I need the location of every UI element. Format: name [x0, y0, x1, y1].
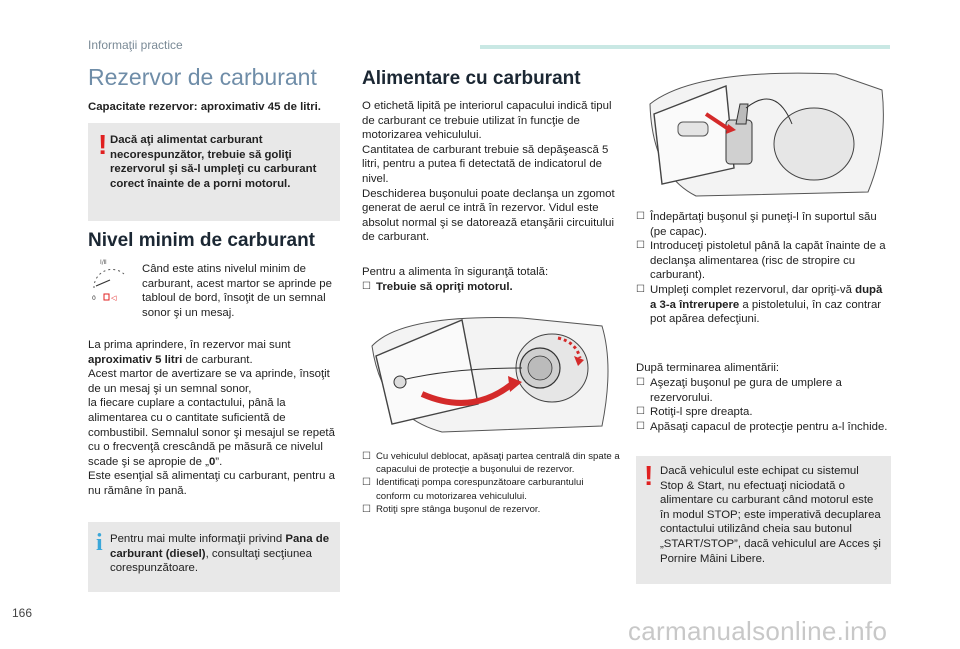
svg-text:◁: ◁	[111, 294, 117, 302]
watermark: carmanualsonline.info	[628, 616, 888, 646]
checkbox-bullet-icon: ☐	[636, 240, 645, 252]
filling-steps	[636, 210, 888, 327]
warning-text: Dacă aţi alimentat carburant necorespunzător, trebuie să goliţi rezervorul şi să-l umpleţi cu carburant corect înainte de a porni motorul.	[110, 134, 317, 190]
section-title-min-level: Nivel minim de carburant	[88, 230, 316, 251]
safety-intro: Pentru a alimenta în siguranţă totală:	[362, 266, 549, 278]
list-item: ☐ Trebuie să opriţi motorul.	[362, 281, 513, 293]
checkbox-bullet-icon: ☐	[362, 281, 371, 292]
list-item: ☐ Identificaţi pompa corespunzătoare carburantului conform cu motorizarea vehiculului.	[362, 477, 584, 502]
header-divider	[480, 45, 890, 49]
closing-steps	[636, 376, 888, 434]
safety-list	[362, 280, 617, 295]
refuelling-steps	[362, 450, 620, 516]
fuel-cap-illustration	[362, 306, 618, 440]
refuelling-paragraph: O etichetă lipită pe interiorul capacului indică tipul de carburant ce trebuie utilizat în funcţie de motorizarea vehiculului. Cantitatea de carburant trebuie să depăşească 5 litri, pentru a putea fi detectată de indicatorul de nivel. Deschiderea buşonului poate declanşa un zgomot generat de aerul ce intră în rezervor. Vidul este absolut normal şi se datorează etanşării circuitului de carburant.	[362, 100, 615, 244]
checkbox-bullet-icon: ☐	[636, 283, 645, 295]
checkbox-bullet-icon: ☐	[362, 477, 371, 489]
exclamation-warning-icon: !	[98, 129, 108, 160]
svg-text:Ⅰ/Ⅱ: Ⅰ/Ⅱ	[100, 259, 107, 266]
min-level-paragraph: La prima aprindere, în rezervor mai sunt aproximativ 5 litri de carburant. Acest martor de avertizare se va aprinde, însoţit de un mesaj şi un semnal sonor, la fiecare cuplare a contactului, până la alimentarea cu o cantitate suficientă de combustibil. Semnalul sonor şi mesajul se repetă cu o frecvenţă crescândă pe măsură ce nivelul scade şi se apropie de „0”. Este esenţial să alimentaţi cu carburant, pentru a nu rămâne în pană.	[88, 339, 335, 497]
indicator-description: Când este atins nivelul minim de carburant, acest martor se aprinde pe tabloul de bord, însoţit de un semnal sonor şi un mesaj.	[142, 263, 332, 319]
info-box	[88, 522, 340, 592]
warning-box-fuel	[88, 123, 340, 221]
page-number: 166	[12, 606, 33, 620]
checkbox-bullet-icon: ☐	[636, 377, 645, 388]
list-item: ☐ Îndepărtaţi buşonul şi puneţi-l în suportul său (pe capac).	[636, 211, 877, 238]
list-item: ☐ Aşezaţi buşonul pe gura de umplere a rezervorului.	[636, 377, 842, 404]
list-item: ☐ Umpleţi complet rezervorul, dar opriţi-vă după a 3-a întrerupere a pistoletului, în caz contrar pot apărea defecţiuni.	[636, 283, 883, 326]
list-item: ☐ Introduceţi pistoletul până la capăt înainte de a declanşa alimentarea (risc de stropire cu carburant).	[636, 240, 886, 282]
section-title-refuelling: Alimentare cu carburant	[362, 68, 581, 89]
exclamation-warning-icon: !	[644, 460, 654, 491]
list-item: ☐ Cu vehiculul deblocat, apăsaţi partea centrală din spate a capacului de protecţie a buşonului de rezervor.	[362, 451, 620, 476]
checkbox-bullet-icon: ☐	[636, 406, 645, 418]
cap-holder-illustration	[636, 64, 892, 200]
checkbox-bullet-icon: ☐	[362, 451, 371, 462]
list-item: ☐ Rotiţi-l spre dreapta.	[636, 406, 753, 419]
page-title: Rezervor de carburant	[88, 64, 317, 90]
stop-start-warning-text: Dacă vehiculul este echipat cu sistemul Stop & Start, nu efectuaţi niciodată o alimentare cu carburant când motorul este în modul STOP; este imperativă decuplarea contactului utilizând cheia sau butonul „START/STOP”, dacă vehiculul are Acces şi Pornire Mâini Libere.	[660, 465, 881, 565]
tank-capacity: Capacitate rezervor: aproximativ 45 de litri.	[88, 101, 321, 113]
info-text: Pentru mai multe informaţii privind Pana de carburant (diesel), consultaţi secţiunea corespunzătoare.	[110, 533, 330, 575]
warning-box-stop-start	[636, 456, 891, 584]
list-item: ☐ Rotiţi spre stânga buşonul de rezervor.	[362, 503, 541, 515]
checkbox-bullet-icon: ☐	[636, 211, 645, 222]
list-item: ☐ Apăsaţi capacul de protecţie pentru a-l închide.	[636, 420, 888, 433]
after-intro: După terminarea alimentării:	[636, 362, 780, 374]
info-i-icon: i	[96, 530, 103, 556]
checkbox-bullet-icon: ☐	[362, 503, 371, 515]
section-header: Informaţii practice	[88, 38, 183, 52]
svg-text:0: 0	[92, 295, 96, 302]
fuel-gauge-icon	[90, 258, 130, 306]
checkbox-bullet-icon: ☐	[636, 420, 645, 432]
